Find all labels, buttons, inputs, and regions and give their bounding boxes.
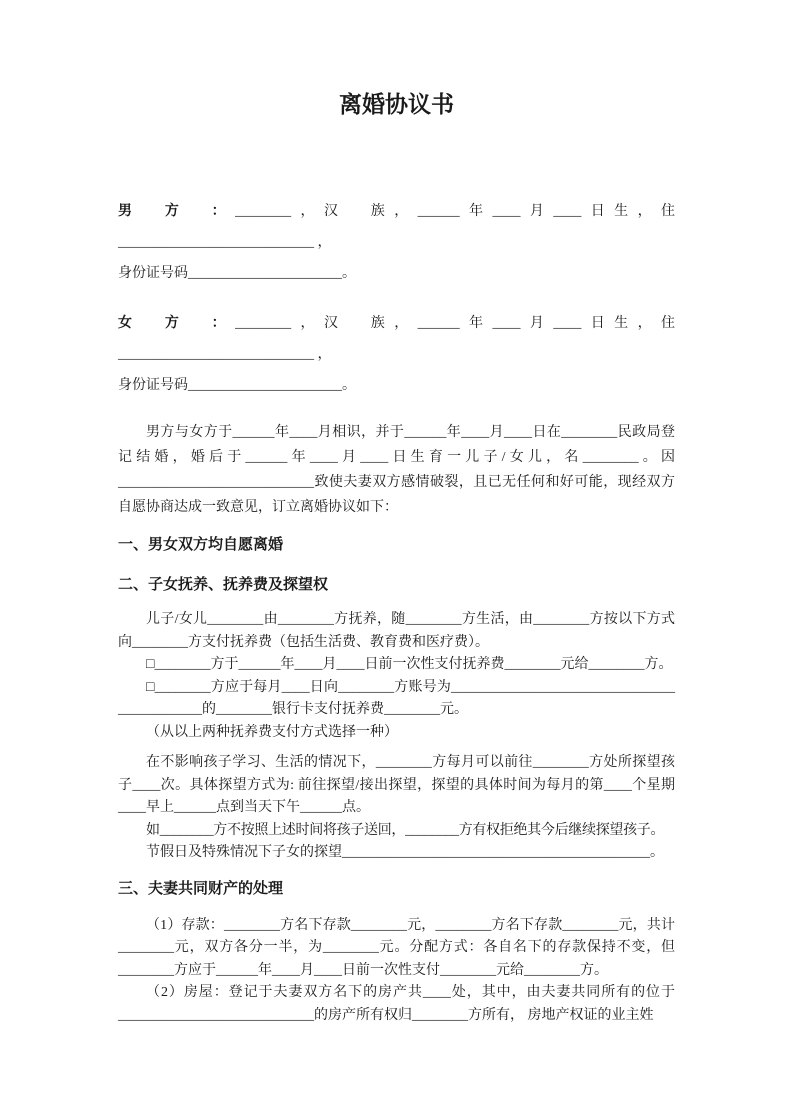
holiday-visitation-paragraph: 节假日及特殊情况下子女的探望____________________________________________。 bbox=[146, 845, 664, 860]
doc-title: 离婚协议书 bbox=[339, 92, 454, 117]
male-party-line bbox=[118, 196, 675, 258]
lumpsum-option-paragraph: □________方于______年____月____日前一次性支付抚养费________元给________方。 bbox=[146, 657, 673, 672]
custody-paragraph: 儿子/女儿________由________方抚养，随________方生活，由________方按以下方式向________方支付抚养费（包括生活费、教育费和医疗费）。 bbox=[118, 612, 675, 650]
male-party-label: 男 方 ： bbox=[118, 204, 236, 219]
deposits-paragraph: （1）存款：________方名下存款________元，________方名下存款________元，共计________元，双方各分一半，为________元。分配方式：各自名下的存款保持不变，但________方应于______年____月____日前一次性支付________元给________方。 bbox=[118, 917, 675, 978]
section1-heading: 一、男女双方均自愿离婚 bbox=[118, 536, 284, 553]
section3-heading: 三、夫妻共同财产的处理 bbox=[118, 879, 284, 897]
monthly-option-paragraph: □________方应于每月____日向________方账号为____​____​____​____​____​____​____​____​____​____​____的________银行卡支付抚养费________元。 bbox=[118, 679, 675, 717]
male-party-block bbox=[118, 196, 675, 289]
section2-body bbox=[118, 609, 675, 865]
section2-heading: 二、子女抚养、抚养费及探望权 bbox=[118, 576, 329, 593]
payment-choice-note: （从以上两种抚养费支付方式选择一种） bbox=[146, 724, 398, 740]
female-party-label: 女 方 ： bbox=[118, 316, 236, 331]
intro-paragraph: 男方与女方于______年____月相识，并于______年____月____日在________民政局登记结婚，婚后于______年____月____日生育一儿子/女儿，名________。因____________________________致使夫妻双方感情破裂，且已无任何和好可能，现经双方自愿协商达成一致意见，订立离婚协议如下： bbox=[118, 425, 675, 515]
female-party-info: ________，汉 族，______年____月____日生，住____________________________ ， bbox=[118, 316, 676, 362]
visitation-paragraph: 在不影响孩子学习、生活的情况下，________方每月可以前往________方处所探望孩子____次。具体探望方式为: 前往探望/接出探望，探望的具体时间为每月的第____个星期____早上______点到当天下午______点。 bbox=[118, 755, 675, 815]
return-violation-paragraph: 如________方不按照上述时间将孩子送回，________方有权拒绝其今后继续探望孩子。 bbox=[146, 822, 665, 838]
male-id-line: 身份证号码______________________。 bbox=[118, 266, 356, 281]
female-party-line bbox=[118, 308, 675, 370]
house-paragraph: （2）房屋：登记于夫妻双方名下的房产共____处，其中，由夫妻共同所有的位于____________________________的房产所有权归________方所有， 房地产权证的业主姓 bbox=[118, 985, 675, 1023]
section3-body bbox=[118, 915, 675, 1028]
female-id-line: 身份证号码______________________。 bbox=[118, 378, 356, 393]
male-party-info: ________，汉 族，______年____月____日生，住____________________________ ， bbox=[118, 204, 676, 250]
female-party-block bbox=[118, 308, 675, 401]
